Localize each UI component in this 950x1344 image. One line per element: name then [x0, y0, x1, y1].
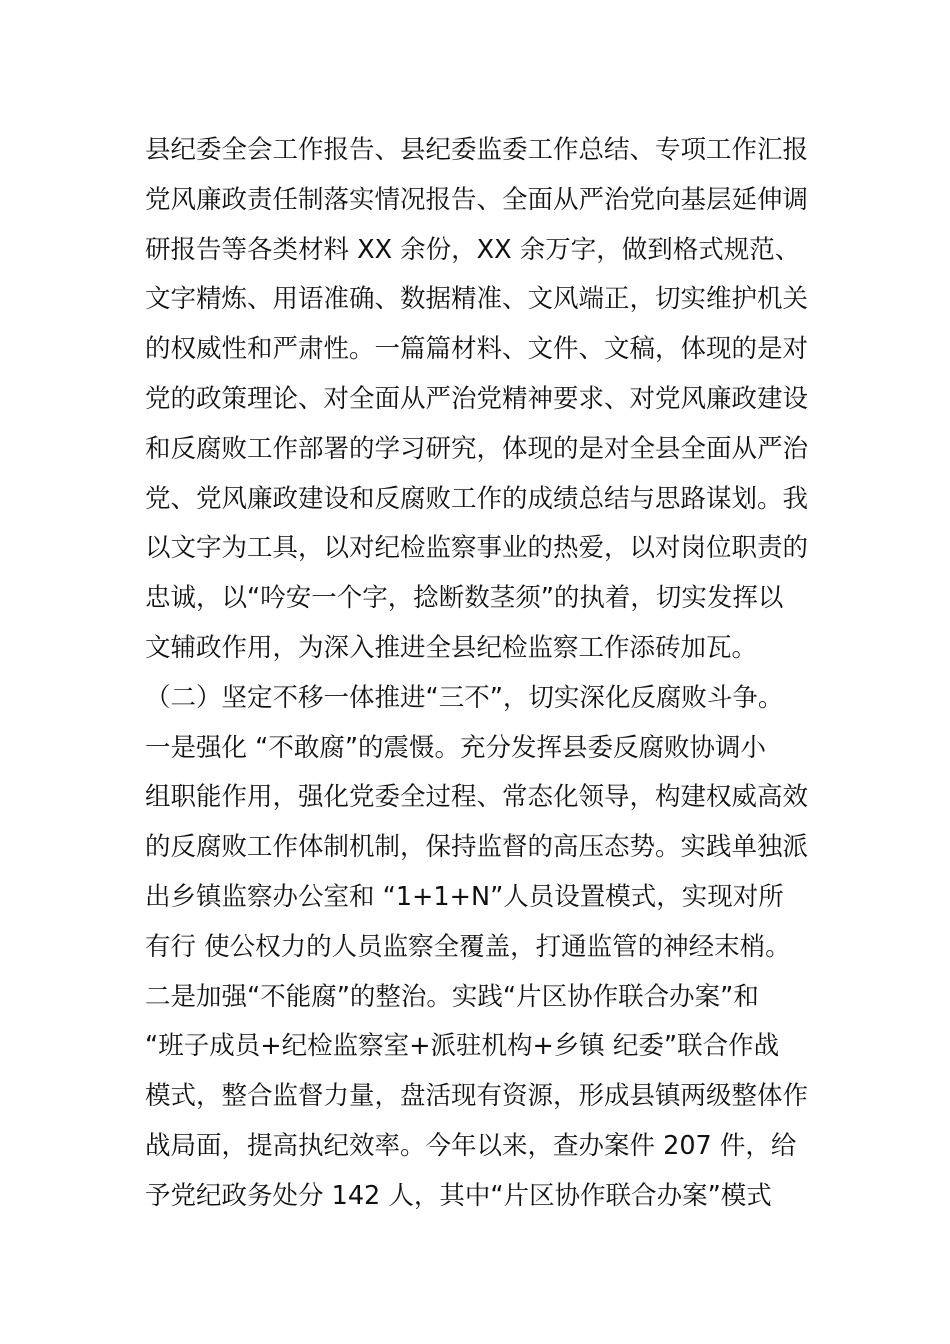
- text-line: 党风廉政责任制落实情况报告、全面从严治党向基层延伸调: [145, 184, 809, 215]
- text-line: 县纪委全会工作报告、县纪委监委工作总结、专项工作汇报: [145, 135, 809, 165]
- text-line: 模式，整合监督力量，盘活现有资源，形成县镇两级整体作: [145, 1081, 809, 1112]
- body-text: [145, 126, 810, 1222]
- text-line: 忠诚，以“吟安一个字，捻断数茎须”的执着，切实发挥以: [145, 583, 784, 614]
- text-line: 一是强化 “不敢腐”的震慑。充分发挥县委反腐败协调小: [145, 732, 767, 763]
- text-line: 党、党风廉政建设和反腐败工作的成绩总结与思路谋划。我: [145, 483, 809, 514]
- text-line: 有行 使公权力的人员监察全覆盖，打通监管的神经末梢。: [145, 931, 791, 962]
- text-line: 文辅政作用，为深入推进全县纪检监察工作添砖加瓦。: [145, 632, 758, 663]
- text-line: 出乡镇监察办公室和 “1+1+N”人员设置模式，实现对所: [145, 881, 784, 912]
- text-line: 组职能作用，强化党委全过程、常态化领导，构建权威高效: [145, 782, 809, 813]
- text-line: “班子成员+纪检监察室+派驻机构+乡镇 纪委”联合作战: [145, 1031, 780, 1062]
- text-line: 研报告等各类材料 XX 余份，XX 余万字，做到格式规范、: [145, 234, 801, 265]
- text-line: 的反腐败工作体制机制，保持监督的高压态势。实践单独派: [145, 832, 809, 863]
- text-line: 予党纪政务处分 142 人，其中“片区协作联合办案”模式: [145, 1180, 772, 1211]
- text-line: 和反腐败工作部署的学习研究，体现的是对全县全面从严治: [145, 433, 809, 464]
- text-line: 二是加强“不能腐”的整治。实践“片区协作联合办案”和: [145, 981, 759, 1012]
- text-line: 战局面，提高执纪效率。今年以来，查办案件 207 件，给: [145, 1130, 797, 1161]
- text-line: 文字精炼、用语准确、数据精准、文风端正，切实维护机关: [145, 284, 809, 315]
- text-line: 的权威性和严肃性。一篇篇材料、文件、文稿，体现的是对: [145, 334, 809, 365]
- section-heading: （二）坚定不移一体推进“三不”，切实深化反腐败斗争。: [145, 682, 784, 713]
- text-line: 党的政策理论、对全面从严治党精神要求、对党风廉政建设: [145, 383, 809, 414]
- text-line: 以文字为工具，以对纪检监察事业的热爱，以对岗位职责的: [145, 533, 809, 564]
